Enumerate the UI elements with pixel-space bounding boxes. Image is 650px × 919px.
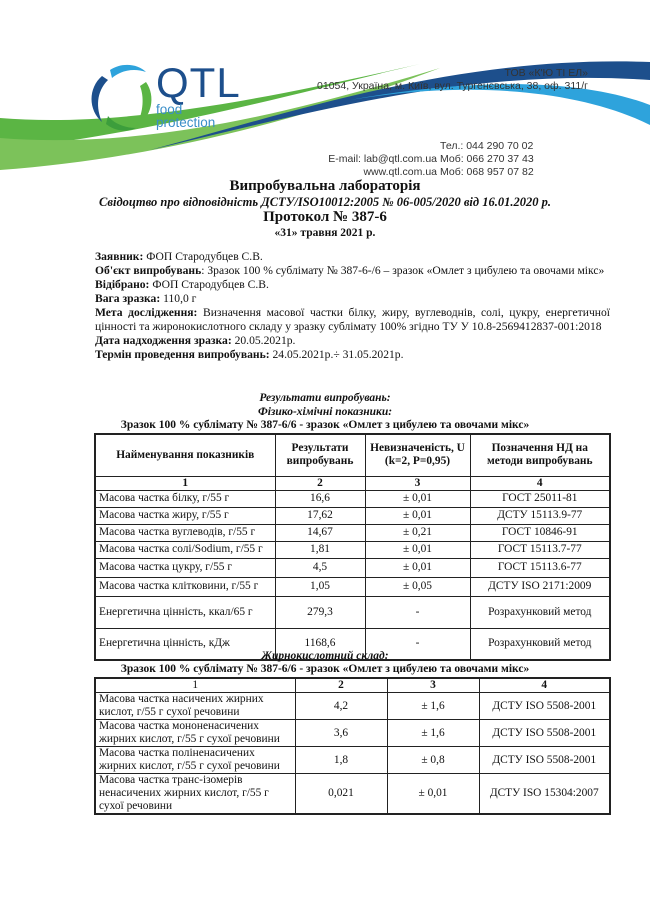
- table-row: [95, 490, 610, 507]
- cell-uncertainty: ± 0,01: [365, 541, 470, 558]
- cell-result: 4,5: [275, 558, 365, 577]
- results-heading: Результати випробувань:: [259, 392, 391, 404]
- cell-name: Масова частка вуглеводів, г/55 г: [95, 524, 275, 541]
- fatty-acid-table: [94, 677, 611, 815]
- table-row: [95, 577, 610, 596]
- applicant: Заявник: ФОП Стародубцев С.В.: [95, 250, 263, 263]
- cell-method: ГОСТ 25011-81: [470, 490, 610, 507]
- cell-name: Масова частка клітковини, г/55 г: [95, 577, 275, 596]
- protocol-date: «31» травня 2021 р.: [274, 227, 376, 239]
- cell-name: Масова частка транс-ізомерів ненасичених жирних кислот, г/55 г сухої речовини: [95, 774, 295, 815]
- website-link[interactable]: www.qtl.com.ua: [363, 166, 437, 178]
- cell-name: Енергетична цінність, ккал/65 г: [95, 596, 275, 628]
- cell-uncertainty: ± 1,6: [387, 693, 479, 720]
- test-object: Об'єкт випробувань: Зразок 100 % сублімату № 387-6-/6 – зразок «Омлет з цибулею та овочами мікс»: [95, 264, 605, 277]
- cell-result: 14,67: [275, 524, 365, 541]
- cell-result: 1168,6: [275, 628, 365, 660]
- lab-title: Випробувальна лабораторія: [229, 178, 421, 194]
- cell-name: Масова частка цукру, г/55 г: [95, 558, 275, 577]
- cell-uncertainty: ± 0,01: [387, 774, 479, 815]
- logo-wordmark: QTL: [156, 59, 241, 106]
- fatty-acid-sample: Зразок 100 % сублімату № 387-6/6 - зразок «Омлет з цибулею та овочами мікс»: [120, 663, 530, 675]
- logo-tagline-2: protection: [156, 115, 216, 130]
- cell-result: 1,05: [275, 577, 365, 596]
- cell-result: 17,62: [275, 507, 365, 524]
- phone-3: Моб: 068 957 07 82: [440, 166, 534, 178]
- cell-result: 4,2: [295, 693, 387, 720]
- cell-uncertainty: -: [365, 628, 470, 660]
- cell-result: 16,6: [275, 490, 365, 507]
- cell-name: Масова частка білку, г/55 г: [95, 490, 275, 507]
- cell-method: ДСТУ ISO 5508-2001: [479, 720, 610, 747]
- cell-uncertainty: ± 0,8: [387, 747, 479, 774]
- cell-result: 0,021: [295, 774, 387, 815]
- cell-name: Масова частка солі/Sodium, г/55 г: [95, 541, 275, 558]
- cell-uncertainty: ± 1,6: [387, 720, 479, 747]
- certificate-line: Свідоцтво про відповідність ДСТУ/ISO10012:2005 № 06-005/2020 від 16.01.2020 р.: [99, 195, 551, 209]
- table-row: [95, 720, 610, 747]
- table-row: [95, 558, 610, 577]
- physchem-heading: Фізико-хімічні показники:: [257, 406, 393, 418]
- logo-tagline-1: food: [156, 102, 183, 117]
- cell-result: 3,6: [295, 720, 387, 747]
- sample-info: [95, 250, 610, 362]
- cell-name: Масова частка насичених жирних кислот, г/55 г сухої речовини: [95, 693, 295, 720]
- cell-result: 1,81: [275, 541, 365, 558]
- column-number-row: 1 2 3 4: [95, 476, 610, 490]
- cell-method: ДСТУ ISO 5508-2001: [479, 747, 610, 774]
- cell-name: Енергетична цінність, кДж: [95, 628, 275, 660]
- table-row: [95, 524, 610, 541]
- table-row: [95, 693, 610, 720]
- study-purpose: Мета дослідження: Визначення масової частки білку, жиру, вуглеводнів, солі, цукру, енергетичної цінності та жиронокислотного складу у зразку сублімату 100% згідно ТУ У 10.8-2569412837-001:2018: [95, 306, 610, 333]
- cell-name: Масова частка поліненасичених жирних кислот, г/55 г сухої речовини: [95, 747, 295, 774]
- cell-method: ДСТУ ISO 15304:2007: [479, 774, 610, 815]
- cell-result: 279,3: [275, 596, 365, 628]
- cell-method: Розрахунковий метод: [470, 628, 610, 660]
- cell-method: ДСТУ ISO 2171:2009: [470, 577, 610, 596]
- table-row: [95, 774, 610, 815]
- sample-weight: Вага зразка: 110,0 г: [95, 292, 197, 305]
- cell-uncertainty: ± 0,21: [365, 524, 470, 541]
- cell-method: ДСТУ 15113.9-77: [470, 507, 610, 524]
- cell-uncertainty: ± 0,05: [365, 577, 470, 596]
- cell-uncertainty: -: [365, 596, 470, 628]
- physchem-table: [94, 433, 611, 661]
- sampled-by: Відібрано: ФОП Стародубцев С.В.: [95, 278, 269, 291]
- cell-result: 1,8: [295, 747, 387, 774]
- cell-uncertainty: ± 0,01: [365, 507, 470, 524]
- cell-uncertainty: ± 0,01: [365, 490, 470, 507]
- email-link[interactable]: E-mail: lab@qtl.com.ua: [328, 153, 437, 165]
- test-period: Термін проведення випробувань: 24.05.2021р.÷ 31.05.2021р.: [95, 348, 404, 361]
- cell-method: ГОСТ 15113.6-77: [470, 558, 610, 577]
- table-row: [95, 596, 610, 628]
- cell-method: ГОСТ 15113.7-77: [470, 541, 610, 558]
- cell-uncertainty: ± 0,01: [365, 558, 470, 577]
- company-address: 01054, Україна, м. Київ, вул. Тургенєвська, 38, оф. 311/г: [317, 80, 588, 92]
- cell-method: ДСТУ ISO 5508-2001: [479, 693, 610, 720]
- receipt-date: Дата надходження зразка: 20.05.2021р.: [95, 334, 296, 347]
- column-number-row: 1 2 3 4: [95, 678, 610, 693]
- cell-method: ГОСТ 10846-91: [470, 524, 610, 541]
- table-header-row: Найменування показників Результати випробувань Невизначеність, U (k=2, P=0,95) Позначення НД на методи випробувань: [95, 434, 610, 476]
- cell-name: Масова частка мононенасичених жирних кислот, г/55 г сухої речовини: [95, 720, 295, 747]
- company-name: ТОВ «К'Ю ТІ ЕЛ»: [504, 67, 588, 79]
- phone-1: Тел.: 044 290 70 02: [440, 140, 534, 152]
- table-row: [95, 541, 610, 558]
- results-sample: Зразок 100 % сублімату № 387-6/6 - зразок «Омлет з цибулею та овочами мікс»: [120, 419, 530, 431]
- cell-name: Масова частка жиру, г/55 г: [95, 507, 275, 524]
- table-row: [95, 747, 610, 774]
- phone-2: Моб: 066 270 37 43: [440, 153, 534, 165]
- cell-method: Розрахунковий метод: [470, 596, 610, 628]
- fatty-acid-heading: Жирнокислотний склад:: [261, 650, 389, 662]
- protocol-number: Протокол № 387-6: [263, 209, 387, 225]
- table-row: [95, 507, 610, 524]
